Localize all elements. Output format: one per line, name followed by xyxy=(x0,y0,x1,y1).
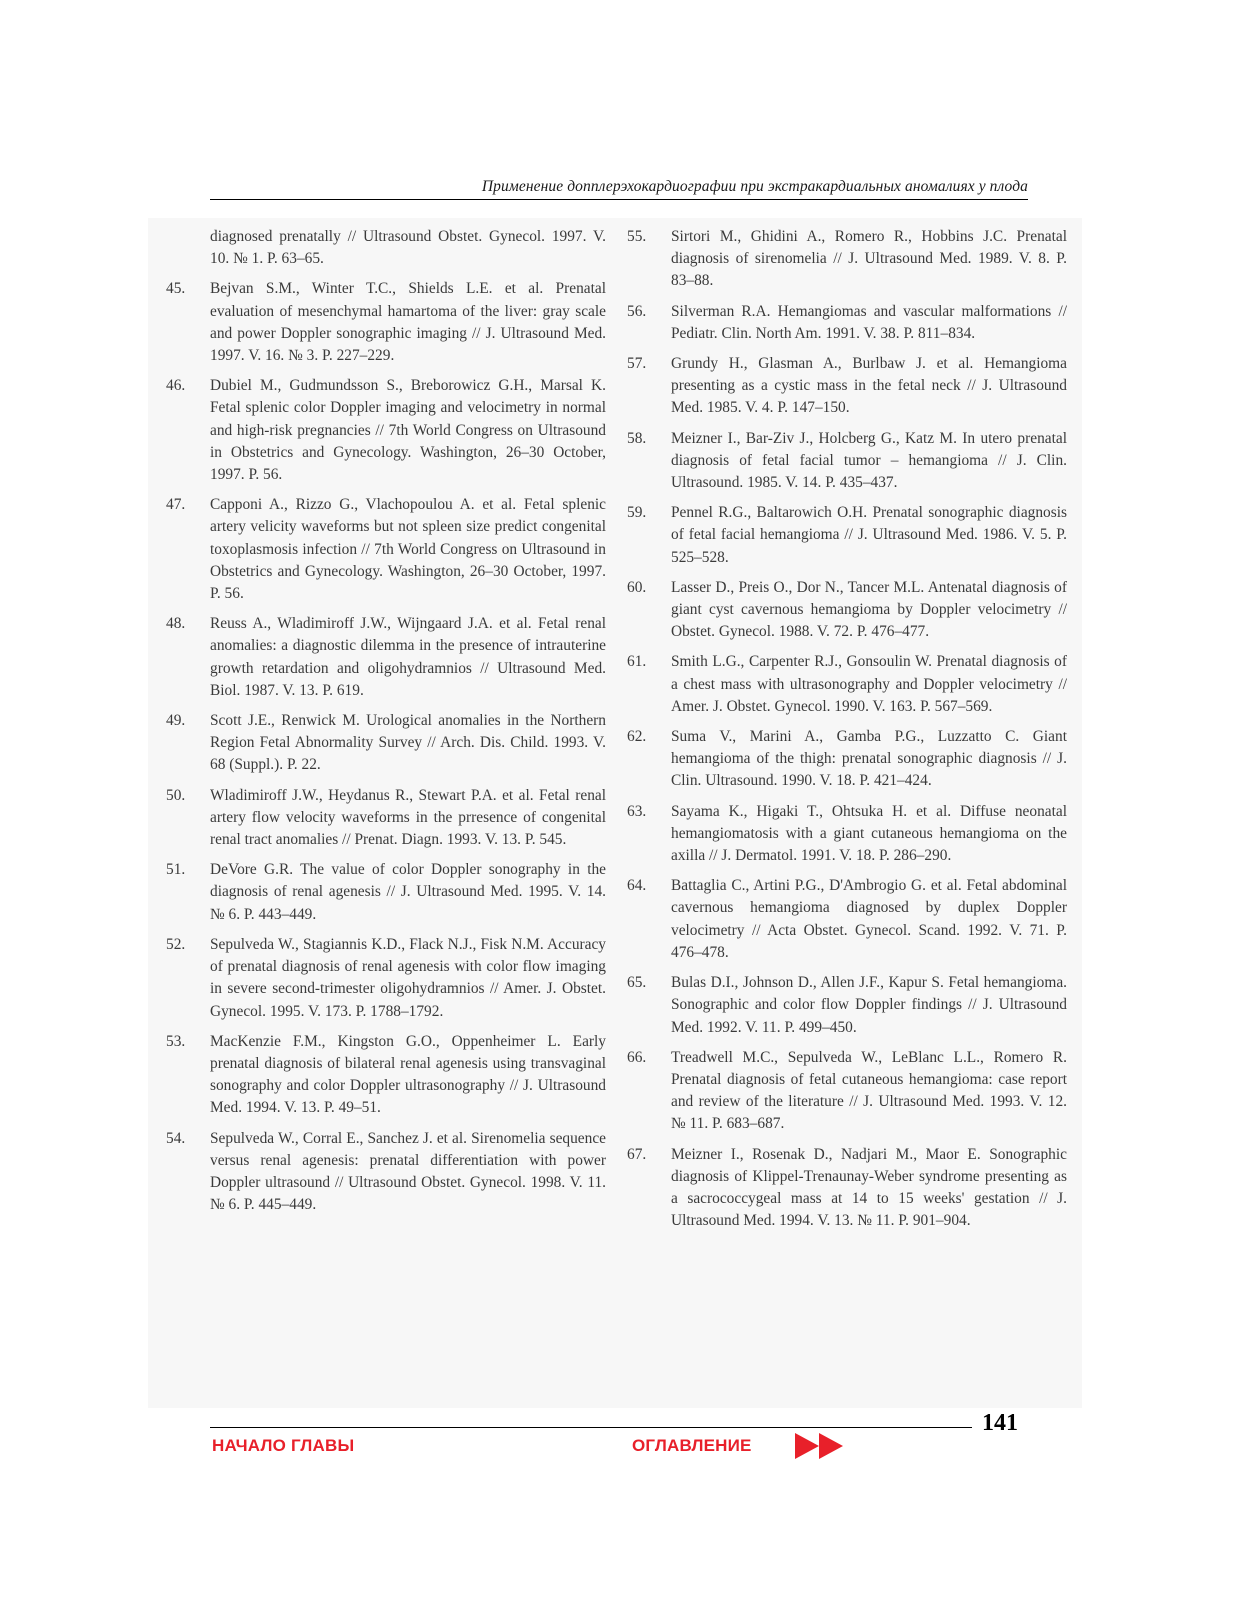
reference-item xyxy=(627,651,1067,718)
reference-item xyxy=(166,613,606,702)
reference-item xyxy=(627,226,1067,293)
reference-number: 47. xyxy=(166,496,186,514)
references-right-column xyxy=(627,226,1067,1240)
reference-item xyxy=(166,494,606,605)
reference-item xyxy=(166,1128,606,1217)
reference-text: Capponi A., Rizzo G., Vlachopoulou A. et al. Fetal splenic artery velicity waveforms but not spleen size predict congenital toxoplasmosis infection // 7th World Congress on Ultrasound in Obstetrics and Gynecology. Washington, 26–30 October, 1997. P. 56. xyxy=(210,496,606,603)
reference-item xyxy=(627,502,1067,569)
reference-item xyxy=(627,1047,1067,1136)
reference-number: 50. xyxy=(166,786,186,804)
reference-number: 49. xyxy=(166,712,186,730)
reference-item xyxy=(166,934,606,1023)
reference-item xyxy=(166,278,606,367)
reference-item xyxy=(166,375,606,486)
reference-item xyxy=(627,726,1067,793)
reference-text: Wladimiroff J.W., Heydanus R., Stewart P.A. et al. Fetal renal artery flow velocity waveforms in the prresence of congenital renal tract anomalies // Prenat. Diagn. 1993. V. 13. P. 545. xyxy=(210,786,606,849)
reference-text: Bulas D.I., Johnson D., Allen J.F., Kapur S. Fetal hemangioma. Sonographic and color flow Doppler findings // J. Ultrasound Med. 1992. V. 11. P. 499–450. xyxy=(671,974,1067,1036)
reference-text: Smith L.G., Carpenter R.J., Gonsoulin W. Prenatal diagnosis of a chest mass with ultrasonography and Doppler velocimetry // Amer. J. Obstet. Gynecol. 1990. V. 163. P. 567–569. xyxy=(671,653,1067,715)
reference-number xyxy=(166,226,210,270)
reference-number: 58. xyxy=(627,429,647,447)
page-number: 141 xyxy=(982,1410,1018,1436)
reference-number: 48. xyxy=(166,615,186,633)
reference-number: 63. xyxy=(627,802,647,820)
reference-number: 57. xyxy=(627,355,647,373)
reference-number: 56. xyxy=(627,302,647,320)
reference-number: 61. xyxy=(627,653,647,671)
reference-number: 45. xyxy=(166,280,186,298)
reference-item xyxy=(627,801,1067,868)
reference-item xyxy=(166,710,606,777)
reference-number: 62. xyxy=(627,728,647,746)
reference-text: Suma V., Marini A., Gamba P.G., Luzzatto C. Giant hemangioma of the thigh: prenatal sonographic diagnosis // J. Clin. Ultrasound. 1990. V. 18. P. 421–424. xyxy=(671,728,1067,790)
reference-number: 55. xyxy=(627,228,647,245)
reference-number: 52. xyxy=(166,935,186,953)
reference-number: 60. xyxy=(627,578,647,596)
reference-number: 51. xyxy=(166,861,186,879)
double-arrow-right-icon[interactable] xyxy=(795,1431,847,1461)
reference-number: 46. xyxy=(166,377,186,395)
reference-number: 54. xyxy=(166,1129,186,1147)
reference-text: MacKenzie F.M., Kingston G.O., Oppenheimer L. Early prenatal diagnosis of bilateral renal agenesis using transvaginal sonography and color Doppler ultrasonography // J. Ultrasound Med. 1994. V. 13. P. 49–51. xyxy=(210,1032,606,1117)
reference-text: Meizner I., Bar-Ziv J., Holcberg G., Katz M. In utero prenatal diagnosis of fetal facial tumor – hemangioma // J. Clin. Ultrasound. 1985. V. 14. P. 435–437. xyxy=(671,429,1067,492)
reference-number: 59. xyxy=(627,504,647,522)
reference-text: Pennel R.G., Baltarowich O.H. Prenatal sonographic diagnosis of fetal facial hemangioma // J. Ultrasound Med. 1986. V. 5. P. 525–528. xyxy=(671,504,1067,566)
reference-text: Lasser D., Preis O., Dor N., Tancer M.L. Antenatal diagnosis of giant cyst cavernous hemangioma by Doppler velocimetry // Obstet. Gynecol. 1988. V. 72. P. 476–477. xyxy=(671,578,1067,641)
reference-text: Sepulveda W., Corral E., Sanchez J. et al. Sirenomelia sequence versus renal agenesis: prenatal differentiation with power Doppler ultrasound // Ultrasound Obstet. Gynecol. 1998. V. 11. № 6. P. 445–449. xyxy=(210,1129,606,1214)
toc-link[interactable]: ОГЛАВЛЕНИЕ xyxy=(632,1436,752,1455)
reference-text: Reuss A., Wladimiroff J.W., Wijngaard J.A. et al. Fetal renal anomalies: a diagnostic dilemma in the presence of intrauterine growth retardation and oligohydramnios // Ultrasound Med. Biol. 1987. V. 13. P. 619. xyxy=(210,615,606,699)
reference-number: 65. xyxy=(627,974,647,992)
reference-text: DeVore G.R. The value of color Doppler sonography in the diagnosis of renal agenesis // J. Ultrasound Med. 1995. V. 14. № 6. P. 443–449. xyxy=(210,861,606,923)
reference-text: Dubiel M., Gudmundsson S., Breborowicz G.H., Marsal K. Fetal splenic color Doppler imaging and velocimetry in normal and high-risk pregnancies // 7th World Congress on Ultrasound in Obstetrics and Gynecology. Washington, 26–30 October, 1997. P. 56. xyxy=(210,377,606,484)
reference-text: diagnosed prenatally // Ultrasound Obstet. Gynecol. 1997. V. 10. № 1. P. 63–65. xyxy=(210,228,606,268)
arrow-head-2 xyxy=(819,1433,843,1459)
reference-text: Meizner I., Rosenak D., Nadjari M., Maor E. Sonographic diagnosis of Klippel-Trenaunay-Weber syndrome presenting as a sacrococcygeal mass at 14 to 15 weeks' gestation // J. Ultrasound Med. 1994. V. 13. № 11. P. 901–904. xyxy=(671,1145,1067,1230)
reference-item xyxy=(627,875,1067,964)
reference-number: 53. xyxy=(166,1032,186,1050)
running-head: Применение допплерэхокардиографии при экстракардиальных аномалиях у плода xyxy=(481,178,1028,195)
reference-number: 67. xyxy=(627,1145,647,1163)
reference-item xyxy=(627,577,1067,644)
reference-text: Battaglia C., Artini P.G., D'Ambrogio G. et al. Fetal abdominal cavernous hemangioma diagnosed by duplex Doppler velocimetry // Acta Obstet. Gynecol. Scand. 1992. V. 71. P. 476–478. xyxy=(671,877,1067,961)
reference-item xyxy=(166,859,606,926)
reference-number: 64. xyxy=(627,877,647,895)
header-rule xyxy=(210,199,1028,200)
reference-item xyxy=(166,226,606,270)
footer-rule xyxy=(210,1427,972,1428)
reference-number: 66. xyxy=(627,1048,647,1066)
reference-text: Silverman R.A. Hemangiomas and vascular malformations // Pediatr. Clin. North Am. 1991. V. 38. P. 811–834. xyxy=(671,302,1067,342)
reference-text: Sayama K., Higaki T., Ohtsuka H. et al. Diffuse neonatal hemangiomatosis with a giant cutaneous hemangioma on the axilla // J. Dermatol. 1991. V. 18. P. 286–290. xyxy=(671,802,1067,865)
arrow-head-1 xyxy=(795,1433,819,1459)
reference-text: Sirtori M., Ghidini A., Romero R., Hobbins J.C. Prenatal diagnosis of sirenomelia // J. Ultrasound Med. 1989. V. 8. P. 83–88. xyxy=(671,228,1067,290)
reference-text: Sepulveda W., Stagiannis K.D., Flack N.J., Fisk N.M. Accuracy of prenatal diagnosis of renal agenesis with color flow imaging in severe second-trimester oligohydramnios // Amer. J. Obstet. Gynecol. 1995. V. 173. P. 1788–1792. xyxy=(210,935,606,1020)
reference-text: Treadwell M.C., Sepulveda W., LeBlanc L.L., Romero R. Prenatal diagnosis of fetal cutaneous hemangioma: case report and review of the literature // J. Ultrasound Med. 1993. V. 12. № 11. P. 683–687. xyxy=(671,1048,1067,1133)
reference-item xyxy=(627,353,1067,420)
reference-item xyxy=(627,1144,1067,1233)
reference-item xyxy=(627,428,1067,495)
reference-item xyxy=(166,1031,606,1120)
references-left-column xyxy=(166,226,606,1224)
reference-item xyxy=(166,785,606,852)
chapter-start-link[interactable]: НАЧАЛО ГЛАВЫ xyxy=(212,1436,355,1455)
reference-item xyxy=(627,301,1067,345)
reference-text: Scott J.E., Renwick M. Urological anomalies in the Northern Region Fetal Abnormality Survey // Arch. Dis. Child. 1993. V. 68 (Suppl.). P. 22. xyxy=(210,712,606,774)
reference-text: Bejvan S.M., Winter T.C., Shields L.E. et al. Prenatal evaluation of mesenchymal hamartoma of the liver: gray scale and power Doppler sonographic imaging // J. Ultrasound Med. 1997. V. 16. № 3. P. 227–229. xyxy=(210,280,606,365)
reference-item xyxy=(627,972,1067,1039)
reference-text: Grundy H., Glasman A., Burlbaw J. et al. Hemangioma presenting as a cystic mass in the fetal neck // J. Ultrasound Med. 1985. V. 4. P. 147–150. xyxy=(671,355,1067,417)
